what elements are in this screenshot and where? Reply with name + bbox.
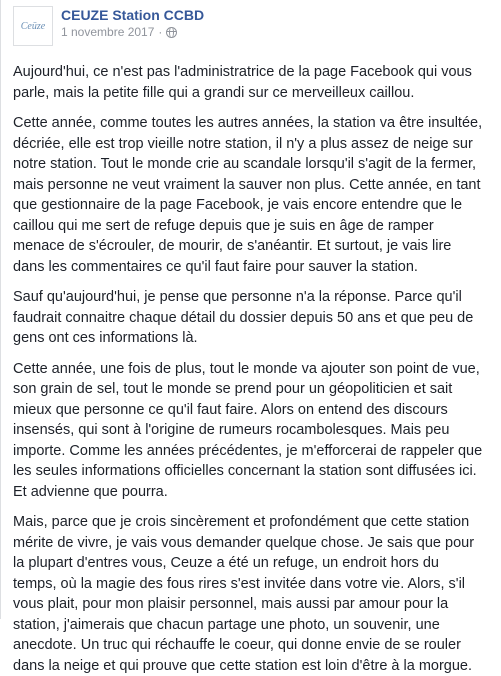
post-header — [13, 0, 489, 56]
post-meta — [61, 4, 204, 40]
page-name-link[interactable]: CEUZE Station CCBD — [61, 7, 205, 23]
post-subline — [61, 24, 204, 40]
post-date-link[interactable]: 1 novembre 2017 — [61, 25, 155, 39]
post-paragraph: Mais, parce que je crois sincèrement et profondément que cette station mérite de vivre, je vais vous demander quelque chose. Je sais que pour la plupart d'entres vous, Ceuze a été un refuge, un endroit hors du temps, où la magie des fous rires s'est invitée dans votre vie. Alors, s'il vous plait, pour mon plaisir personnel, mais aussi par amour pour la station, j'aimerais que chacun partage une photo, un souvenir, une anecdote. Un truc qui réchauffe le coeur, qui donne envie de se rouler dans la neige et qui prouve que cette station est loin d'être à la morgue. — [13, 514, 475, 674]
post-paragraph: Cette année, une fois de plus, tout le monde va ajouter son point de vue, son grain de sel, tout le monde se prend pour un géopoliticien et sait mieux que personne ce qu'il faut faire. Alors on entend des discours insensés, qui sont à l'origine de rumeurs rocambolesques. Mais peu importe. Comme les années précédentes, je m'efforcerai de rappeler que les seules informations officielles concernant la station sont diffusées ici. Et advienne que pourra. — [13, 360, 483, 500]
separator-dot: · — [158, 25, 163, 39]
post-paragraph: Aujourd'hui, ce n'est pas l'administratrice de la page Facebook qui vous parle, mais la petite fille qui a grandi sur ce merveilleux caillou. — [13, 64, 472, 101]
post-body — [13, 62, 489, 676]
post-paragraph: Sauf qu'aujourd'hui, je pense que personne n'a la réponse. Parce qu'il faudrait connaitre chaque détail du dossier depuis 50 ans et que peu de gens ont ces informations là. — [13, 289, 474, 346]
globe-icon[interactable] — [166, 27, 177, 38]
ceuze-logo: Ceüze — [20, 20, 46, 32]
post-paragraph: Cette année, comme toutes les autres années, la station va être insultée, décriée, elle est trop vieille notre station, il n'y a plus assez de neige sur notre station. Tout le monde crie au scandale lorsqu'il s'agit de la fermer, mais personne ne veut vraiment la sauver non plus. Cette année, en tant que gestionnaire de la page Facebook, je vais encore entendre que le caillou qui me sert de refuge depuis que je suis en âge de ramper menace de s'écrouler, de mourir, de s'anéantir. Et surtout, je vais lire dans les commentaires ce qu'il faut faire pour sauver la station. — [13, 115, 483, 275]
page-avatar[interactable] — [13, 6, 53, 46]
